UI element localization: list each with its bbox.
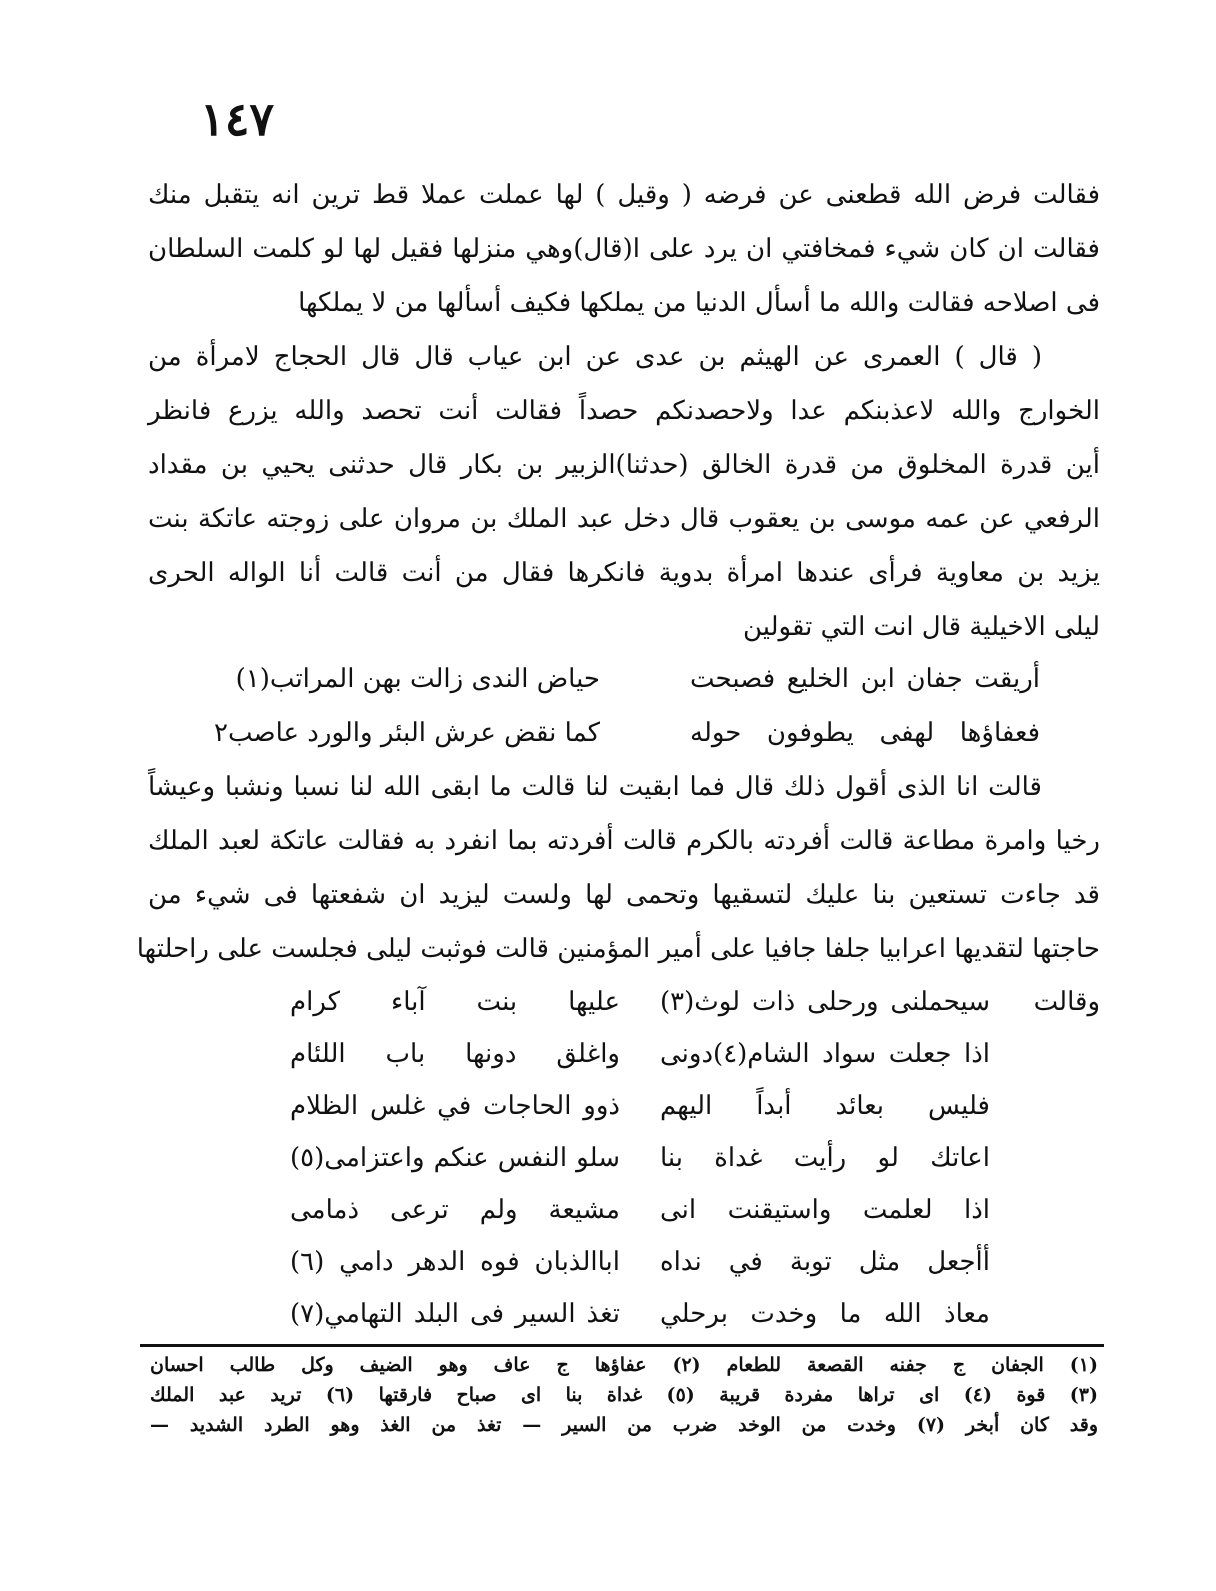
text-line: فقالت فرض الله قطعنى عن فرضه ( وقيل ) لها عملت عملا قط ترين انه يتقبل منك [148, 180, 1100, 210]
verse-first-hemistich: أريقت جفان ابن الخليع فصبحت [690, 664, 1040, 694]
verse-line [148, 1184, 1100, 1236]
text-line: فقالت ان كان شيء فمخافتي ان يرد على ا(قال)وهي منزلها فقيل لها لو كلمت السلطان [148, 234, 1100, 264]
verse-second-hemistich: اباالذبان فوه الدهر دامي (٦) [290, 1247, 620, 1277]
verse-line [148, 1132, 1100, 1184]
verse-block [148, 976, 1100, 1340]
verse-line [148, 976, 1100, 1028]
verse-first-hemistich: اذا جعلت سواد الشام(٤)دونى [660, 1039, 990, 1069]
text-line: يزيد بن معاوية فرأى عندها امرأة بدوية فانكرها فقال من أنت قالت أنا الواله الحرى [148, 558, 1100, 588]
verse-second-hemistich: واغلق دونها باب اللئام [290, 1039, 620, 1069]
text-line: الرفعي عن عمه موسى بن يعقوب قال دخل عبد الملك بن مروان على زوجته عاتكة بنت [148, 504, 1100, 534]
footnote-line: (٣) قوة (٤) اى تراها مفردة قريبة (٥) غداة بنا اى صباح فارقتها (٦) تريد عبد الملك [150, 1384, 1099, 1406]
verse-second-hemistich: حياض الندى زالت بهن المراتب(١) [235, 664, 600, 694]
verse-second-hemistich: ذوو الحاجات في غلس الظلام [290, 1091, 620, 1121]
footnote-line: (١) الجفان ج جفنه القصعة للطعام (٢) عفاؤها ج عاف وهو الضيف وكل طالب احسان [150, 1354, 1098, 1376]
verse-intro: وقالت [1033, 987, 1100, 1017]
text-line: رخيا وامرة مطاعة قالت أفردته بالكرم قالت أفردته بما انفرد به فقالت عاتكة لعبد الملك [148, 826, 1100, 856]
prose-top [148, 168, 1100, 654]
verse-first-hemistich: فعفاؤها لهفى يطوفون حوله [690, 718, 1040, 748]
verse-line [148, 1080, 1100, 1132]
verse-line [148, 706, 1100, 760]
verse-first-hemistich: اذا لعلمت واستيقنت انى [660, 1195, 990, 1225]
footnote-line: وقد كان أبخر (٧) وخدت من الوخد ضرب من السير — تغذ من الغذ وهو الطرد الشديد — [150, 1414, 1099, 1436]
verse-second-hemistich: كما نقض عرش البئر والورد عاصب٢ [214, 718, 600, 748]
verse-first-hemistich: اعاتك لو رأيت غداة بنا [660, 1143, 990, 1173]
text-line: قالت انا الذى أقول ذلك قال فما ابقيت لنا قالت ما ابقى الله لنا نسبا ونشبا وعيشاً [148, 772, 1042, 802]
verse-second-hemistich: تغذ السير فى البلد التهامي(٧) [290, 1299, 620, 1329]
text-line: حاجتها لتقديها اعرابيا جلفا جافيا على أمير المؤمنين قالت فوثبت ليلى فجلست على راحلتها [136, 934, 1100, 964]
verse-second-hemistich: عليها بنت آباء كرام [290, 987, 620, 1017]
verse-line [148, 1236, 1100, 1288]
text-line: ليلى الاخيلية قال انت التي تقولين [742, 612, 1100, 642]
verse-line [148, 1028, 1100, 1080]
verse-second-hemistich: سلو النفس عنكم واعتزامى(٥) [290, 1143, 620, 1173]
footnotes [150, 1350, 1098, 1440]
verse-first-hemistich: معاذ الله ما وخدت برحلي [660, 1299, 990, 1329]
verse-line [148, 652, 1100, 706]
verse-line [148, 1288, 1100, 1340]
verse-block [148, 652, 1100, 760]
text-line: ( قال ) العمرى عن الهيثم بن عدى عن ابن عياب قال قال الحجاج لامرأة من [148, 342, 1042, 372]
text-line: أين قدرة المخلوق من قدرة الخالق (حدثنا)الزبير بن بكار قال حدثنى يحيي بن مقداد [148, 450, 1100, 480]
verse-second-hemistich: مشيعة ولم ترعى ذمامى [290, 1195, 620, 1225]
verse-first-hemistich: سيحملنى ورحلى ذات لوث(٣) [660, 987, 990, 1017]
text-line: فى اصلاحه فقالت والله ما أسأل الدنيا من يملكها فكيف أسألها من لا يملكها [298, 288, 1100, 318]
prose-middle [136, 760, 1100, 976]
text-line: الخوارج والله لاعذبنكم عدا ولاحصدنكم حصداً فقالت أنت تحصد والله يزرع فانظر [148, 396, 1100, 426]
footnote-divider [140, 1344, 1104, 1347]
text-line: قد جاءت تستعين بنا عليك لتسقيها وتحمى لها ولست ليزيد ان شفعتها فى شيء من [148, 880, 1100, 910]
verse-first-hemistich: أأجعل مثل توبة في نداه [660, 1247, 990, 1277]
page-number: ١٤٧ [200, 92, 275, 146]
verse-first-hemistich: فليس بعائد أبداً اليهم [660, 1091, 990, 1121]
